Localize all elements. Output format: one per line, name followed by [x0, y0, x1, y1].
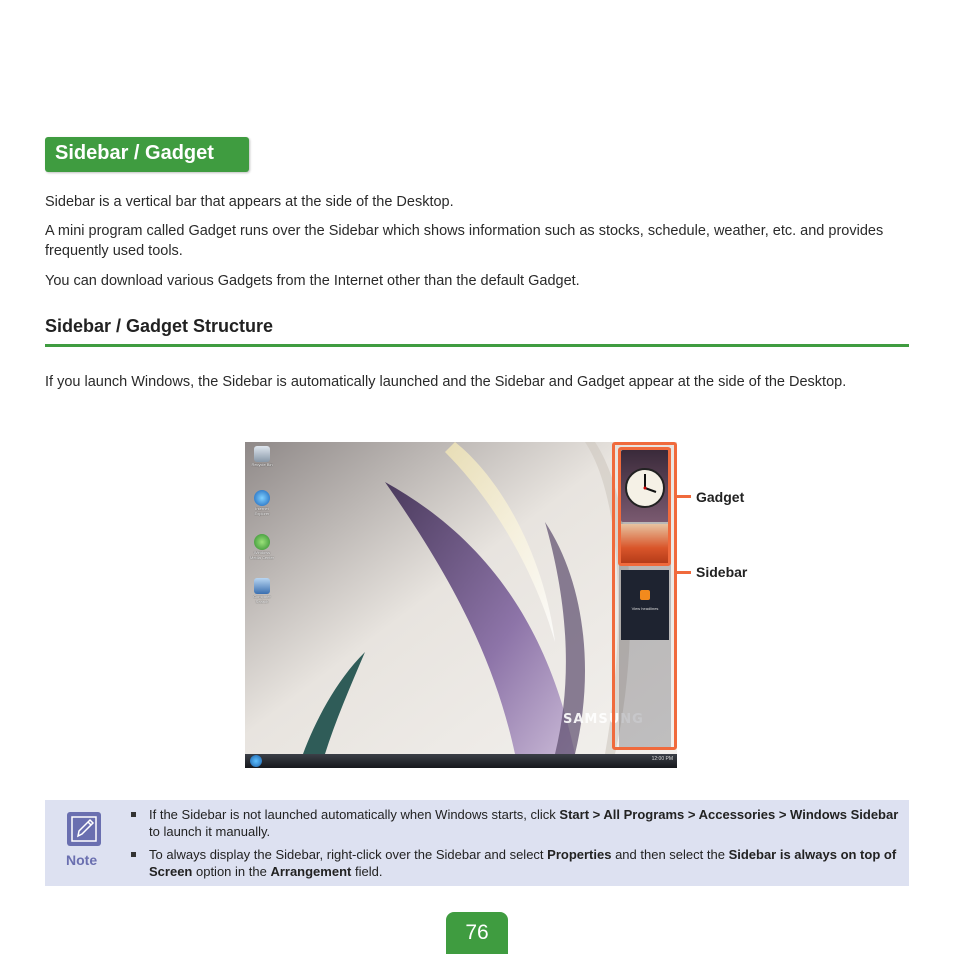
recycle-bin-icon: [254, 446, 270, 462]
note-bold-text: Sidebar is always on top of Screen: [149, 847, 897, 879]
desktop-icon-recycle-bin[interactable]: [249, 446, 275, 467]
note-label: Note: [66, 852, 98, 868]
intro-paragraph-1: Sidebar is a vertical bar that appears at the side of the Desktop.: [45, 194, 454, 210]
bullet-icon: [131, 852, 136, 857]
sidebar-callout-line: [677, 571, 691, 574]
gadget-callout-line: [677, 495, 691, 498]
note-bold-text: Arrangement: [270, 864, 352, 879]
gadget-callout-label: Gadget: [696, 489, 745, 505]
pencil-note-icon: [67, 812, 101, 846]
desktop-icon-label: Recycle Bin: [251, 462, 273, 467]
structure-paragraph: If you launch Windows, the Sidebar is automatically launched and the Sidebar and Gadget appear at the side of the Desktop.: [45, 374, 847, 390]
structure-heading: Sidebar / Gadget Structure: [45, 316, 274, 336]
section-title-badge: [45, 137, 249, 172]
feed-gadget-text: View headlines: [631, 606, 659, 611]
computer-icon: [254, 578, 270, 594]
start-button[interactable]: [250, 755, 262, 767]
bullet-icon: [131, 812, 136, 817]
intro-paragraph-3: You can download various Gadgets from the Internet other than the default Gadget.: [45, 273, 580, 289]
tray-clock: 12:00 PM: [651, 756, 673, 762]
desktop-icon-media-center[interactable]: [249, 534, 275, 560]
note-bold-text: Properties: [547, 847, 612, 862]
desktop-icon-label: Computer Search: [253, 594, 271, 604]
note-text: field.: [351, 864, 383, 879]
page-number: 76: [446, 912, 508, 954]
gadget-highlight-box: [618, 447, 671, 566]
internet-explorer-icon: [254, 490, 270, 506]
note-text: option in the: [192, 864, 271, 879]
desktop-icon-label: Internet Explorer: [254, 506, 270, 516]
section-title: Sidebar / Gadget: [55, 142, 214, 164]
samsung-logo: SAMSUNG: [563, 712, 644, 727]
taskbar: [245, 754, 677, 768]
note-box: [45, 800, 909, 886]
note-text: If the Sidebar is not launched automatically when Windows starts, click: [149, 807, 560, 822]
note-text: to launch it manually.: [149, 824, 271, 839]
heading-rule: [45, 344, 909, 347]
desktop-icon-label: Windows Media Center: [249, 550, 274, 560]
note-text: and then select the: [611, 847, 729, 862]
sidebar-callout-label: Sidebar: [696, 564, 748, 580]
note-bold-text: Start > All Programs > Accessories > Windows Sidebar: [559, 807, 899, 822]
note-text: To always display the Sidebar, right-click over the Sidebar and select: [149, 847, 548, 862]
note-item-2: [149, 846, 899, 880]
note-item-1: [149, 806, 899, 840]
intro-paragraph-2: A mini program called Gadget runs over the Sidebar which shows information such as stocks, schedule, weather, etc. and provides frequently used tools.: [45, 223, 884, 259]
media-center-icon: [254, 534, 270, 550]
desktop-icon-internet-explorer[interactable]: [249, 490, 275, 516]
desktop-icon-computer-search[interactable]: [249, 578, 275, 604]
